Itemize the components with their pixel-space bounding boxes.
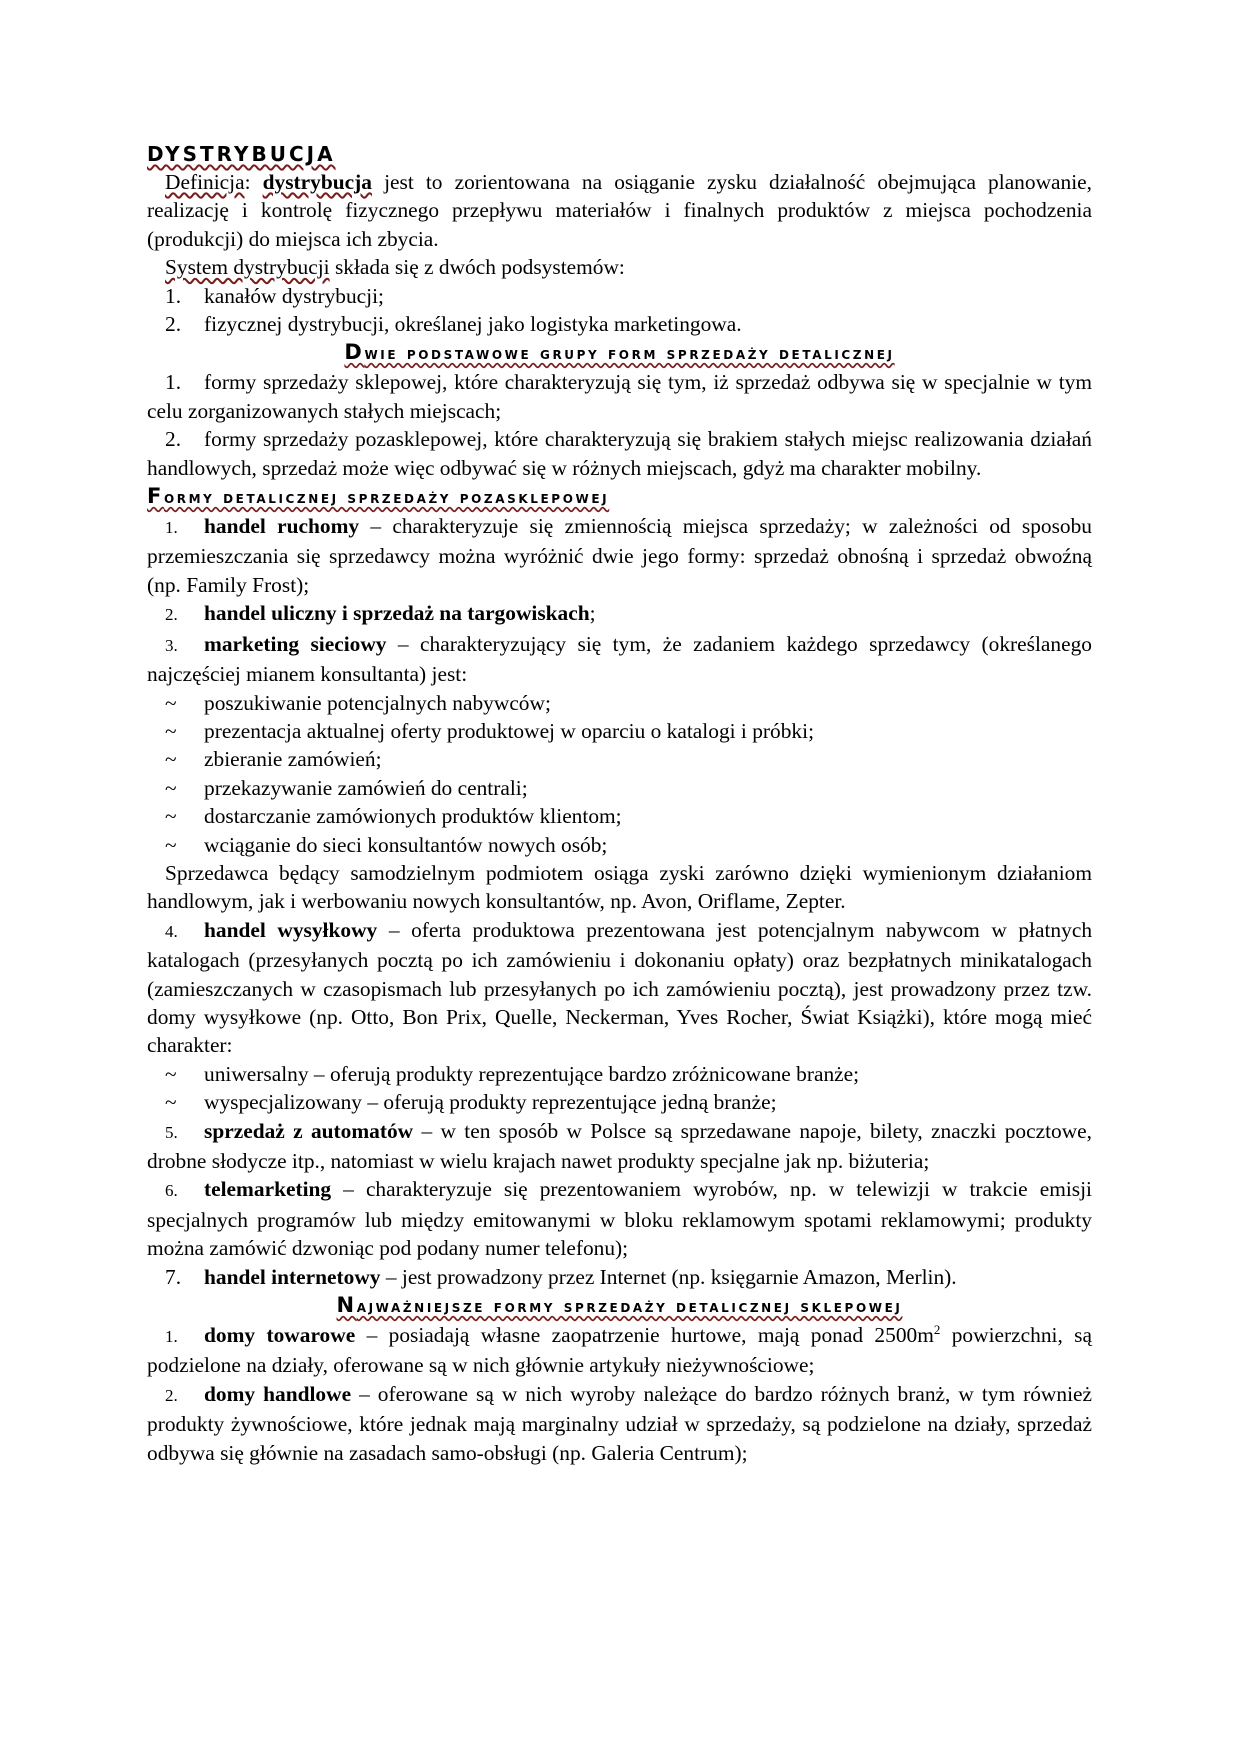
list-item: 1. handel ruchomy – charakteryzuje się zmiennością miejsca sprzedaży; w zależności od sposobu przemieszczania się sprzedawcy można wyróżnić dwie jego formy: sprzedaż obnośną i sprzedaż obwoźną (np. Family Frost); [147, 514, 1092, 597]
document-page [147, 140, 1092, 1467]
bullet-glyph: ~ [165, 832, 177, 857]
list-item: 6. telemarketing – charakteryzuje się prezentowaniem wyrobów, np. w telewizji w trakcie emisji specjalnych programów lub między emitowanymi w bloku reklamowym spotami reklamowymi; produkty można zamówić dzwoniąc pod podany numer telefonu); [147, 1177, 1092, 1261]
list-item: 3. marketing sieciowy – charakteryzujący się tym, że zadaniem każdego sprzedawcy (określanego najczęściej mianem konsultanta) jest: [147, 631, 1092, 687]
list-item [147, 282, 1092, 310]
item-term: domy handlowe [204, 1381, 352, 1406]
section-heading: Najważniejsze formy sprzedaży detalicznej sklepowej [336, 1293, 903, 1318]
list-text: kanałów dystrybucji; [204, 283, 385, 308]
section-heading: Formy detalicznej sprzedaży pozasklepowej [147, 484, 610, 509]
bullet-item: ~ przekazywanie zamówień do centrali; [147, 774, 1092, 802]
list-number: 1. [165, 370, 182, 395]
section-heading: Dwie podstawowe grupy form sprzedaży detalicznej [344, 340, 895, 365]
item-term: handel wysyłkowy [204, 917, 378, 942]
bullet-glyph: ~ [165, 747, 177, 772]
definition-text: jest to zorientowana na osiąganie zysku działalność obejmująca planowanie, realizację i kontrolę fizycznego przepływu materiałów i finalnych produktów z miejsca pochodzenia (produkcji) do miejsca ich zbycia. [147, 170, 1092, 251]
item-term: telemarketing [204, 1177, 332, 1202]
definition-term: dystrybucja [262, 170, 372, 194]
bullet-item: ~ wyspecjalizowany – oferują produkty reprezentujące jedną branże; [147, 1088, 1092, 1116]
list-text: formy sprzedaży pozasklepowej, które charakteryzują się brakiem stałych miejsc realizowania działań handlowych, sprzedaż może więc odbywać się w różnych miejscach, gdyż ma charakter mobilny. [147, 427, 1092, 480]
bullet-item: ~ wciąganie do sieci konsultantów nowych osób; [147, 831, 1092, 859]
item-term: marketing sieciowy [204, 631, 387, 656]
bullet-glyph: ~ [165, 775, 177, 800]
list-item: 2. domy handlowe – oferowane są w nich wyroby należące do bardzo różnych branż, w tym również produkty żywnościowe, które jednak mają marginalny udział w sprzedaży, są podzielone na działy, sprzedaż odbywa się głównie na zasadach samo-obsługi (np. Galeria Centrum); [147, 1381, 1093, 1465]
bullet-item: ~ zbieranie zamówień; [147, 745, 1092, 773]
list-number: 2. [165, 312, 182, 337]
system-label: System dystrybucji [165, 255, 330, 280]
list-text: fizycznej dystrybucji, określanej jako logistyka marketingowa. [204, 312, 742, 337]
item-term: handel internetowy [204, 1264, 381, 1289]
bullet-glyph: ~ [165, 718, 177, 743]
item-term: handel uliczny i sprzedaż na targowiskach [204, 601, 590, 626]
list-text: formy sprzedaży sklepowej, które charakteryzują się tym, iż sprzedaż odbywa się w specjalnie w tym celu zorganizowanych stałych miejscach; [147, 370, 1092, 423]
bullet-glyph: ~ [165, 804, 177, 829]
bullet-item: ~ uniwersalny – oferują produkty reprezentujące bardzo zróżnicowane branże; [147, 1060, 1092, 1088]
list-number: 2. [165, 427, 182, 452]
list-item: 1. domy towarowe – posiadają własne zaopatrzenie hurtowe, mają ponad $2500m^2$ powierzchni, są podzielone na działy, oferowane są w nich głównie artykuły nieżywnościowe; [147, 1321, 1092, 1378]
list-item: 2. handel uliczny i sprzedaż na targowiskach; [165, 601, 596, 626]
bullet-item: ~ poszukiwanie potencjalnych nabywców; [147, 689, 1092, 717]
definition-paragraph: Definicja: dystrybucja jest to zorientowana na osiąganie zysku działalność obejmująca planowanie, realizację i kontrolę fizycznego przepływu materiałów i finalnych produktów z miejsca pochodzenia (produkcji) do miejsca ich zbycia. [147, 170, 1092, 251]
bullet-glyph: ~ [165, 690, 177, 715]
paragraph: Sprzedawca będący samodzielnym podmiotem osiąga zyski zarówno dzięki wymienionym działaniom handlowym, jak i werbowaniu nowych konsultantów, np. Avon, Oriflame, Zepter. [147, 860, 1092, 914]
list-item: 7. handel internetowy – jest prowadzony przez Internet (np. księgarnie Amazon, Merlin). [165, 1264, 957, 1289]
item-term: sprzedaż z automatów [204, 1118, 414, 1143]
list-item [147, 368, 1092, 425]
bullet-glyph: ~ [165, 1090, 177, 1115]
item-term: handel ruchomy [204, 514, 360, 539]
list-item: 5. sprzedaż z automatów – w ten sposób w Polsce są sprzedawane napoje, bilety, znaczki pocztowe, drobne słodycze itp., natomiast w wielu krajach nawet produkty specjalne jak np. biżuteria; [147, 1118, 1092, 1173]
list-item [147, 310, 1092, 338]
system-paragraph [147, 253, 1092, 281]
item-term: domy towarowe [204, 1323, 356, 1348]
definition-label: Definicja [165, 170, 245, 194]
bullet-glyph: ~ [165, 1061, 177, 1086]
list-item: 4. handel wysyłkowy – oferta produktowa prezentowana jest potencjalnym nabywcom w płatnych katalogach (przesyłanych pocztą po ich zamówieniu i dokonaniu opłaty) oraz bezpłatnych minikatalogach (zamieszczanych w czasopismach lub przesyłanych po ich zamówieniu pocztą), jest prowadzony przez tzw. domy wysyłkowe (np. Otto, Bon Prix, Quelle, Neckerman, Yves Rocher, Świat Książki), które mogą mieć charakter: [147, 917, 1093, 1058]
bullet-item: ~ dostarczanie zamówionych produktów klientom; [147, 802, 1092, 830]
bullet-item: ~ prezentacja aktualnej oferty produktowej w oparciu o katalogi i próbki; [147, 717, 1092, 745]
document-title: DYSTRYBUCJA [147, 142, 336, 166]
list-number: 1. [165, 283, 182, 308]
list-item [147, 425, 1092, 482]
system-text: składa się z dwóch podsystemów: [329, 255, 625, 280]
